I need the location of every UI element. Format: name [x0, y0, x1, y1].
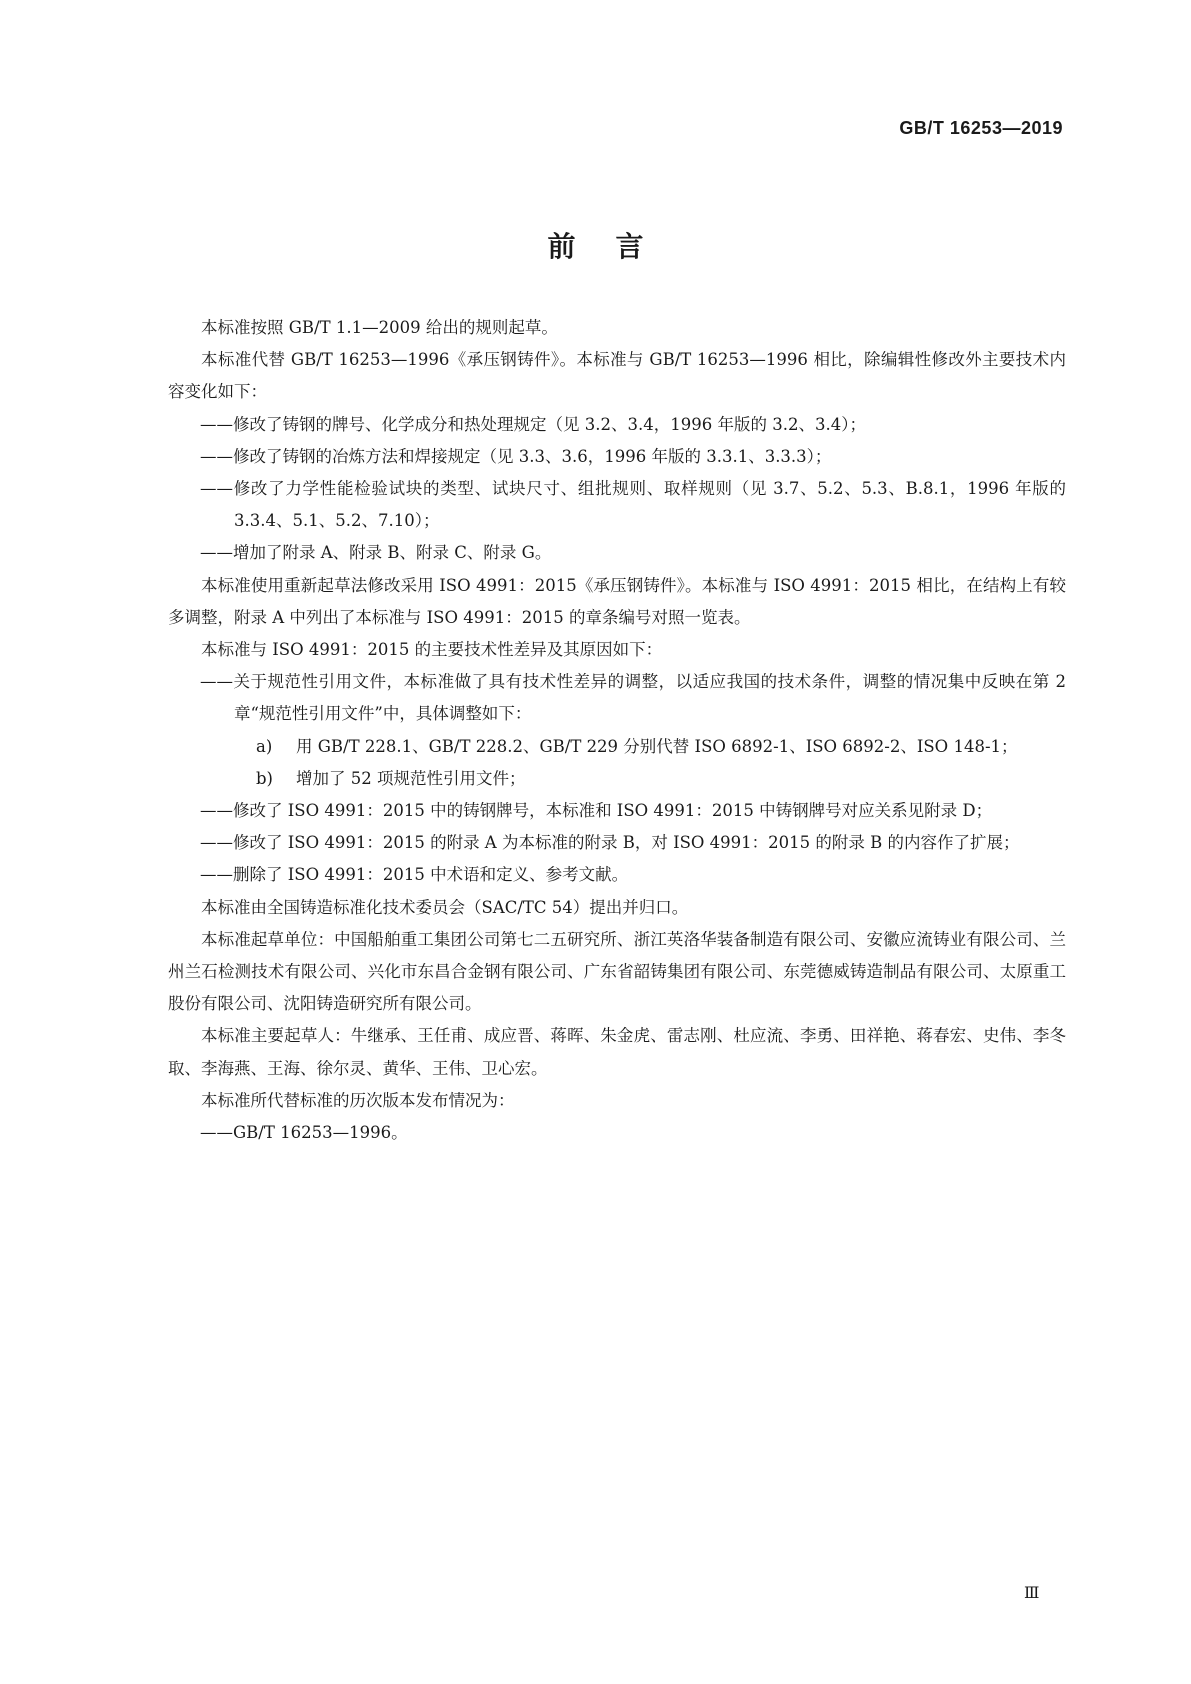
sub-item-a-marker: a) [256, 736, 273, 756]
change-item-test-blocks: ——修改了力学性能检验试块的类型、试块尺寸、组批规则、取样规则（见 3.7、5.2、5.3、B.8.1，1996 年版的 3.3.4、5.1、5.2、7.10）； [200, 479, 1066, 531]
sub-item-a [168, 731, 1066, 763]
change-item-grades: ——修改了铸钢的牌号、化学成分和热处理规定（见 3.2、3.4，1996 年版的 3.2、3.4）； [200, 414, 866, 434]
difference-item-grades: ——修改了 ISO 4991：2015 中的铸钢牌号，本标准和 ISO 4991：2015 中铸钢牌号对应关系见附录 D； [200, 801, 993, 821]
sub-item-b-text: 增加了 52 项规范性引用文件； [296, 768, 526, 788]
foreword-body [168, 312, 1066, 1149]
sub-item-b [168, 763, 1066, 795]
paragraph-differences: 本标准与 ISO 4991：2015 的主要技术性差异及其原因如下： [201, 640, 663, 660]
paragraph-proposer: 本标准由全国铸造标准化技术委员会（SAC/TC 54）提出并归口。 [201, 897, 689, 917]
sub-item-a-text: 用 GB/T 228.1、GB/T 228.2、GB/T 229 分别代替 ISO 6892-1、ISO 6892-2、ISO 148-1； [296, 736, 1018, 756]
paragraph-history: 本标准所代替标准的历次版本发布情况为： [201, 1090, 515, 1110]
page-title: 前言 [547, 230, 684, 263]
difference-item-deleted: ——删除了 ISO 4991：2015 中术语和定义、参考文献。 [200, 865, 629, 885]
paragraph-replaces: 本标准代替 GB/T 16253—1996《承压钢铸件》。本标准与 GB/T 16253—1996 相比，除编辑性修改外主要技术内容变化如下： [168, 350, 1066, 402]
paragraph-drafters: 本标准主要起草人：牛继承、王任甫、成应晋、蒋晖、朱金虎、雷志刚、杜应流、李勇、田祥艳、蒋春宏、史伟、李冬取、李海燕、王海、徐尔灵、黄华、王伟、卫心宏。 [168, 1026, 1066, 1078]
change-item-annexes: ——增加了附录 A、附录 B、附录 C、附录 G。 [200, 543, 552, 563]
difference-item-annex: ——修改了 ISO 4991：2015 的附录 A 为本标准的附录 B，对 ISO 4991：2015 的附录 B 的内容作了扩展； [200, 833, 1020, 853]
paragraph-iso-adoption: 本标准使用重新起草法修改采用 ISO 4991：2015《承压钢铸件》。本标准与 ISO 4991：2015 相比，在结构上有较多调整，附录 A 中列出了本标准与 ISO 4991：2015 的章条编号对照一览表。 [168, 575, 1066, 627]
page-number: Ⅲ [1024, 1583, 1040, 1602]
history-item: ——GB/T 16253—1996。 [200, 1123, 408, 1143]
standard-number: GB/T 16253—2019 [899, 118, 1063, 138]
sub-item-b-marker: b) [256, 768, 273, 788]
paragraph-drafting-units: 本标准起草单位：中国船舶重工集团公司第七二五研究所、浙江英洛华装备制造有限公司、安徽应流铸业有限公司、兰州兰石检测技术有限公司、兴化市东昌合金钢有限公司、广东省韶铸集团有限公司、东莞德威铸造制品有限公司、太原重工股份有限公司、沈阳铸造研究所有限公司。 [168, 929, 1066, 1014]
paragraph-drafting-rules: 本标准按照 GB/T 1.1—2009 给出的规则起草。 [201, 318, 558, 337]
change-item-smelting: ——修改了铸钢的冶炼方法和焊接规定（见 3.3、3.6，1996 年版的 3.3.1、3.3.3）； [200, 446, 832, 466]
difference-item-references: ——关于规范性引用文件，本标准做了具有技术性差异的调整，以适应我国的技术条件，调整的情况集中反映在第 2 章“规范性引用文件”中，具体调整如下： [200, 672, 1066, 724]
